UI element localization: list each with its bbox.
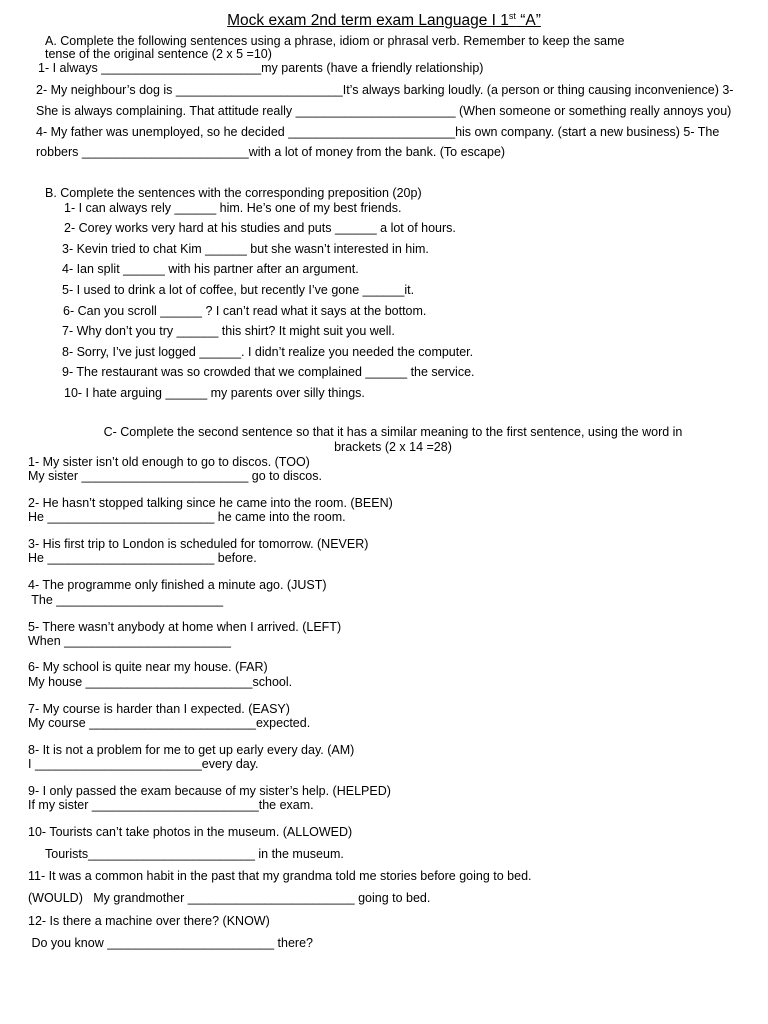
section-c-answer-line: He ________________________ before.: [28, 551, 257, 565]
section-c-question: 12- Is there a machine over there? (KNOW): [28, 914, 270, 928]
section-c-question: 2- He hasn’t stopped talking since he came into the room. (BEEN): [28, 496, 393, 510]
section-b-item: 6- Can you scroll ______ ? I can’t read what it says at the bottom.: [63, 304, 427, 318]
section-c-question: 9- I only passed the exam because of my sister’s help. (HELPED): [28, 784, 391, 798]
section-c-answer-line: I ________________________every day.: [28, 757, 259, 771]
section-c-question: 1- My sister isn’t old enough to go to discos. (TOO): [28, 455, 310, 469]
section-c-answer-line: He ________________________ he came into the room.: [28, 510, 346, 524]
section-b-instruction: B. Complete the sentences with the corresponding preposition (20p): [45, 186, 422, 200]
section-c-answer-line: Tourists________________________ in the museum.: [45, 847, 344, 861]
section-c-question: 6- My school is quite near my house. (FAR): [28, 660, 268, 674]
exam-title: [0, 11, 768, 30]
section-b-item: 4- Ian split ______ with his partner after an argument.: [62, 262, 359, 276]
section-c-answer-line: If my sister ________________________the exam.: [28, 798, 314, 812]
section-b-item: 1- I can always rely ______ him. He’s one of my best friends.: [64, 201, 402, 215]
exam-title-group: “A”: [515, 12, 541, 30]
section-c-instruction-line-1: C- Complete the second sentence so that it has a similar meaning to the first sentence, using the word in: [103, 425, 683, 439]
section-c-question: 7- My course is harder than I expected. (EASY): [28, 702, 290, 716]
section-c-answer-line: (WOULD) My grandmother ________________________ going to bed.: [28, 891, 431, 905]
section-c-answer-line: My course ________________________expected.: [28, 716, 311, 730]
section-a-instruction-line-2: tense of the original sentence (2 x 5 =10): [45, 47, 272, 61]
exam-title-superscript: st: [508, 11, 516, 21]
section-c-question: 4- The programme only finished a minute ago. (JUST): [28, 578, 327, 592]
exam-title-main: Mock exam 2nd term exam Language I 1: [227, 12, 509, 30]
section-b-item: 2- Corey works very hard at his studies and puts ______ a lot of hours.: [64, 221, 456, 235]
section-c-answer-line: Do you know ________________________ there?: [28, 936, 313, 950]
section-c-answer-line: My sister ________________________ go to discos.: [28, 469, 322, 483]
section-c-question: 11- It was a common habit in the past that my grandma told me stories before going to bed.: [28, 869, 532, 883]
section-a-item-1: 1- I always _______________________my parents (have a friendly relationship): [38, 61, 484, 75]
section-b-item: 5- I used to drink a lot of coffee, but recently I’ve gone ______it.: [62, 283, 415, 297]
section-b-item: 9- The restaurant was so crowded that we complained ______ the service.: [62, 365, 475, 379]
section-c-question: 10- Tourists can’t take photos in the museum. (ALLOWED): [28, 825, 353, 839]
section-c-question: 3- His first trip to London is scheduled for tomorrow. (NEVER): [28, 537, 369, 551]
section-c-question: 8- It is not a problem for me to get up early every day. (AM): [28, 743, 355, 757]
section-c-answer-line: My house ________________________school.: [28, 675, 293, 689]
section-c-question: 5- There wasn’t anybody at home when I arrived. (LEFT): [28, 620, 342, 634]
section-a-instruction-line-1: A. Complete the following sentences using a phrase, idiom or phrasal verb. Remember to keep the same: [45, 34, 625, 48]
section-b-item: 3- Kevin tried to chat Kim ______ but she wasn’t interested in him.: [62, 242, 429, 256]
section-c-instruction-line-2: brackets (2 x 14 =28): [334, 440, 452, 454]
section-b-item: 7- Why don’t you try ______ this shirt? It might suit you well.: [62, 324, 395, 338]
section-c-answer-line: The ________________________: [28, 593, 224, 607]
section-c-answer-line: When ________________________: [28, 634, 231, 648]
section-b-item: 8- Sorry, I’ve just logged ______. I didn’t realize you needed the computer.: [62, 345, 474, 359]
section-b-item: 10- I hate arguing ______ my parents over silly things.: [64, 386, 365, 400]
section-a-paragraph: 2- My neighbour’s dog is ________________________It’s always barking loudly. (a person or thing causing inconvenience) 3- She is always complaining. That attitude really _______________________ (When someone or something really annoys you) 4- My father was unemployed, so he decided ________________________his own company. (start a new business) 5- The robbers ________________________with a lot of money from the bank. (To escape): [36, 83, 734, 160]
